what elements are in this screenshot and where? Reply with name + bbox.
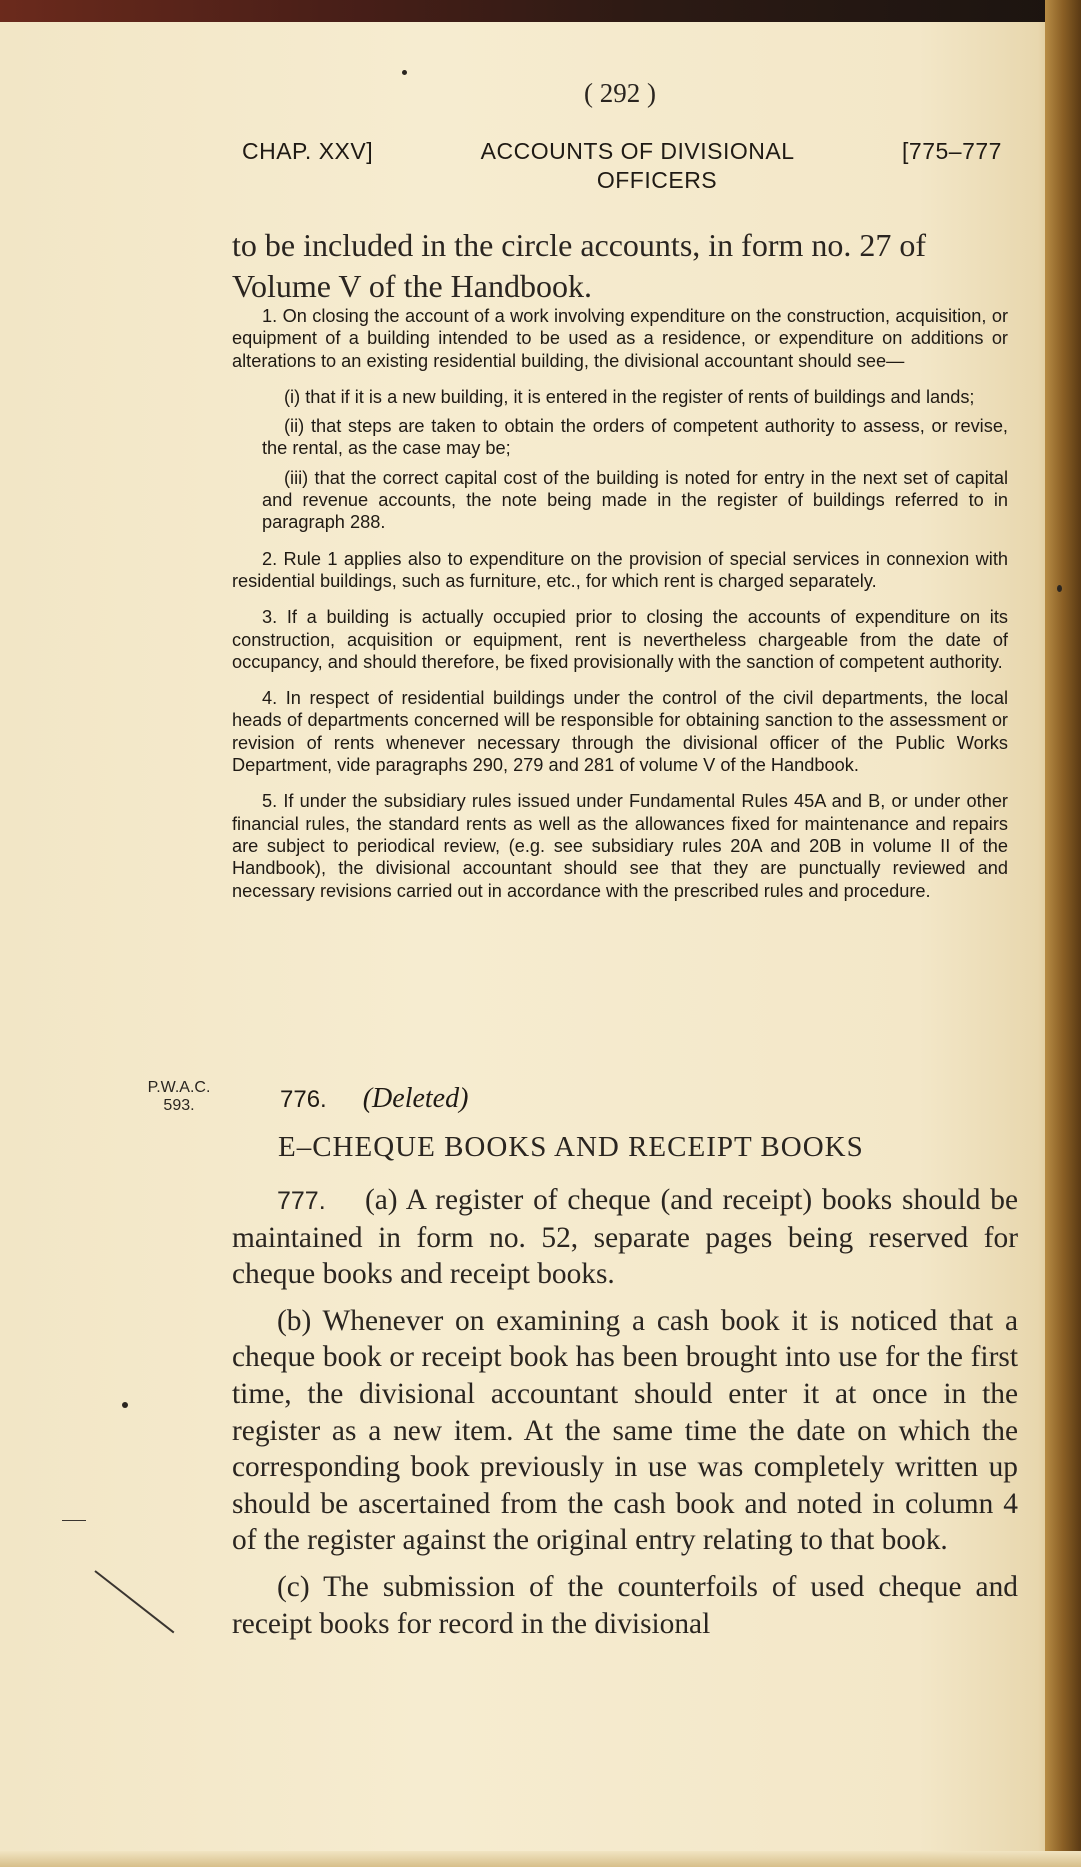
margin-note-line1: P.W.A.C. <box>147 1079 211 1096</box>
running-header <box>242 138 1002 194</box>
paragraph-776-text: (Deleted) <box>362 1083 469 1114</box>
paragraph-range: [775–777 <box>902 138 1002 164</box>
note-1-ii: (ii) that steps are taken to obtain the orders of competent authority to assess, or revise, the rental, as the case may be; <box>262 416 1008 459</box>
notes-block <box>232 305 1008 902</box>
note-3: 3. If a building is actually occupied prior to closing the accounts of expenditure on its construction, acquisition or equipment, rent is nevertheless chargeable from the date of occupancy, and should therefore, be fixed provisionally with the sanction of competent authority. <box>232 607 1008 672</box>
paragraph-777 <box>232 1182 1018 1652</box>
page-bottom-edge <box>0 1851 1081 1867</box>
paragraph-777-b: (b) Whenever on examining a cash book it is noticed that a cheque book or receipt book has been brought into use for the first time, the divisional accountant should enter it at once in the register as a new item. At the same time the date on which the corresponding book previously in use was completely written up should be ascertained from the cash book and noted in column 4 of the register against the original entry relating to that book. <box>232 1304 1018 1557</box>
note-4: 4. In respect of residential buildings under the control of the civil departments, the local heads of departments concerned will be responsible for obtaining sanction to the assessment or revision of rents whenever necessary through the divisional officer of the Public Works Department, vide paragraphs 290, 279 and 281 of volume V of the Handbook. <box>232 688 1008 776</box>
note-1: 1. On closing the account of a work involving expenditure on the construction, acquisition, or equipment of a building intended to be used as a residence, or expenditure on additions or alterations to an existing residential building, the divisional accountant should see— <box>232 306 1008 371</box>
lead-paragraph: to be included in the circle accounts, in form no. 27 of Volume V of the Handbook. <box>232 227 927 304</box>
paragraph-776-number: 776. <box>280 1086 327 1113</box>
paragraph-777-a <box>232 1182 1018 1293</box>
pencil-mark-short <box>62 1520 86 1521</box>
page-number: ( 292 ) <box>584 78 656 108</box>
note-1-iii: (iii) that the correct capital cost of the building is noted for entry in the next set of capital and revenue accounts, the note being made in the register of buildings referred to in paragraph 288. <box>262 467 1008 533</box>
note-2: 2. Rule 1 applies also to expenditure on the provision of special services in connexion with residential buildings, such as furniture, etc., for which rent is charged separately. <box>232 548 1008 591</box>
header-title-line2: OFFICERS <box>596 167 718 193</box>
paragraph-777-number: 777. <box>277 1187 326 1215</box>
header-title-line1: ACCOUNTS OF DIVISIONAL <box>480 138 795 164</box>
margin-note-line2: 593. <box>163 1097 195 1114</box>
page-top-edge <box>0 0 1081 22</box>
note-5: 5. If under the subsidiary rules issued under Fundamental Rules 45A and B, or under other financial rules, the standard rents as well as the allowances fixed for maintenance and repairs are subject to periodical review, (e.g. see subsidiary rules 20A and 20B in volume II of the Handbook), the divisional accountant should see that they are punctually reviewed and necessary revisions carried out in accordance with the prescribed rules and procedure. <box>232 791 1008 901</box>
paragraph-776 <box>280 1083 468 1115</box>
chapter-label: CHAP. XXV] <box>242 138 374 164</box>
paragraph-777-a-text: (a) A register of cheque (and receipt) books should be maintained in form no. 52, separate pages being reserved for cheque books and receipt books. <box>232 1184 1018 1291</box>
margin-note <box>124 1079 234 1115</box>
note-1-i: (i) that if it is a new building, it is entered in the register of rents of buildings and lands; <box>284 386 975 407</box>
pencil-mark <box>94 1570 174 1633</box>
paragraph-777-c: (c) The submission of the counterfoils of used cheque and receipt books for record in the divisional <box>232 1570 1018 1640</box>
page-binding-edge <box>1045 0 1081 1867</box>
section-heading: E–CHEQUE BOOKS AND RECEIPT BOOKS <box>278 1131 864 1163</box>
